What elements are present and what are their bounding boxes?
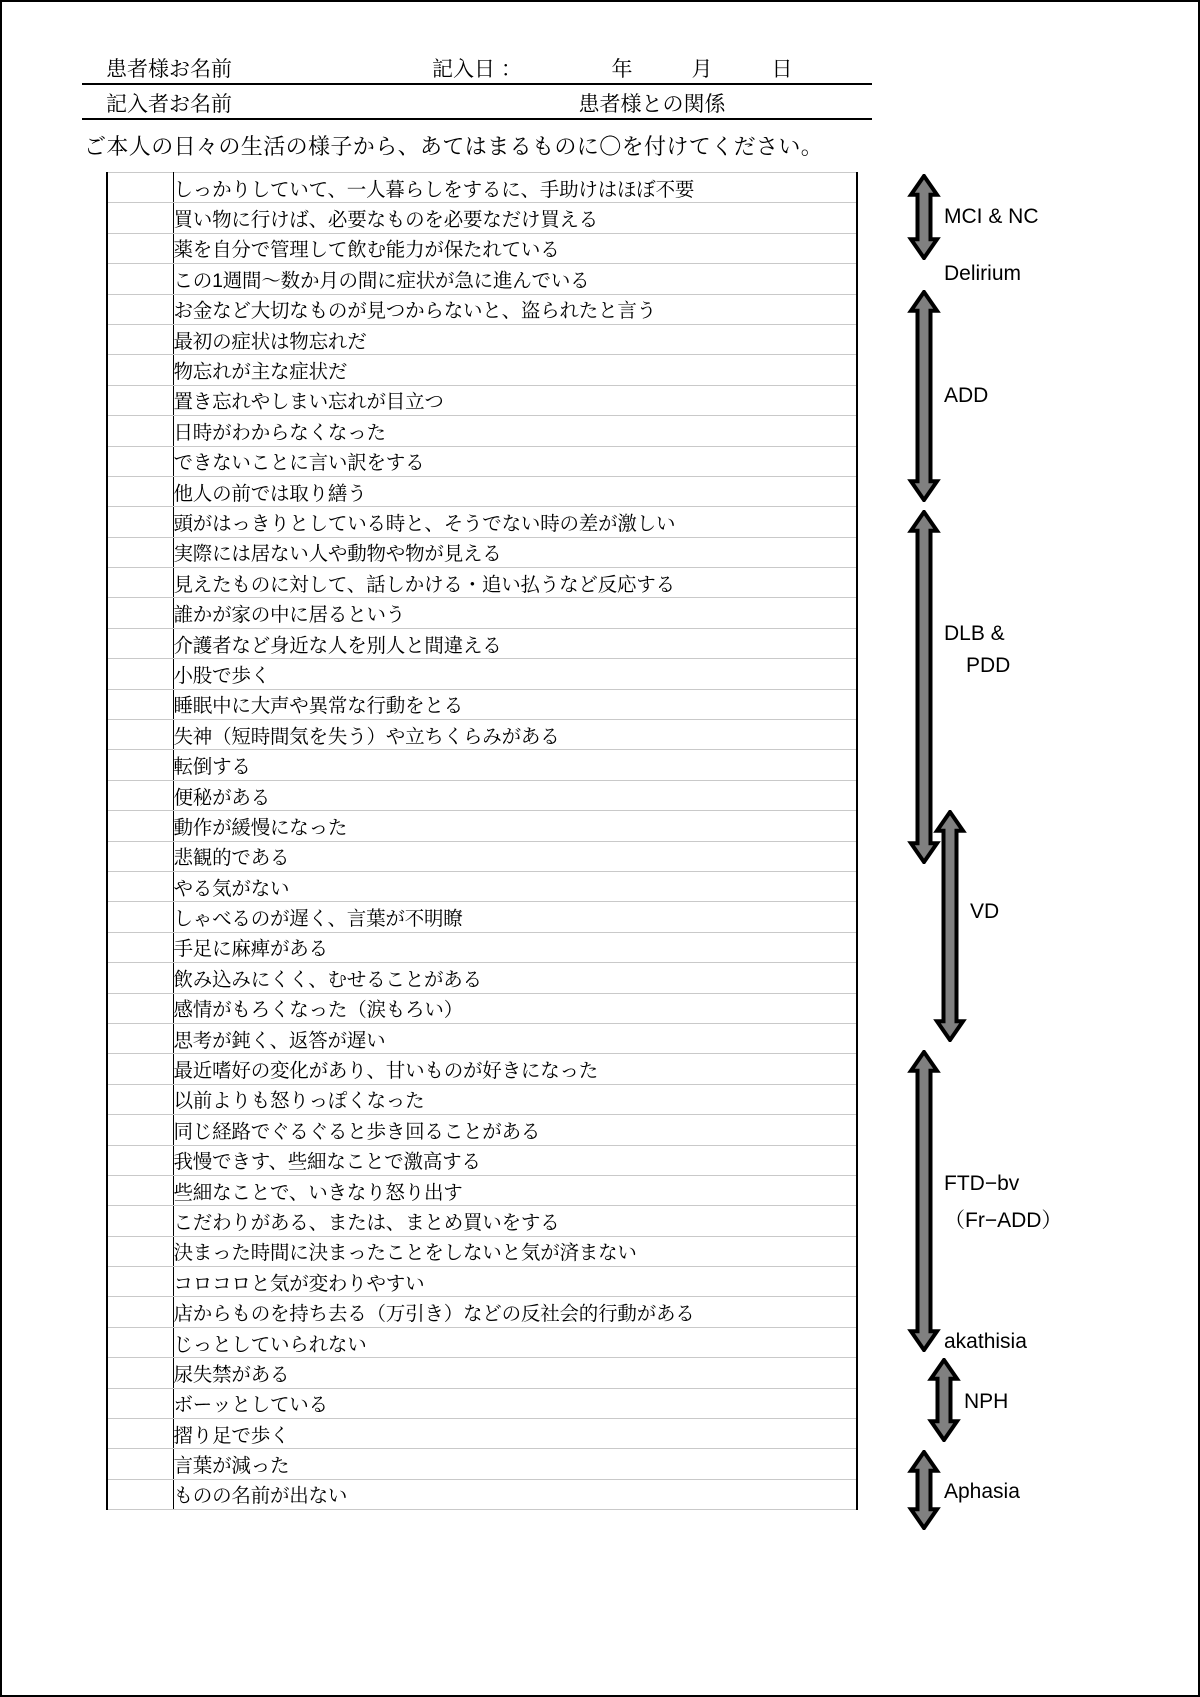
symptom-text: 感情がもろくなった（涙もろい） (173, 993, 857, 1023)
double-arrow-add (904, 290, 944, 507)
table-row (107, 1175, 857, 1205)
legend-label-add: ADD (944, 384, 989, 407)
legend-label-ftd-bv-line2: （Fr−ADD） (944, 1209, 1063, 1232)
form-header (82, 50, 872, 120)
symptom-text: 以前よりも怒りっぽくなった (173, 1084, 857, 1114)
checkbox-cell[interactable] (107, 1054, 173, 1084)
checkbox-cell[interactable] (107, 1206, 173, 1236)
checkbox-cell[interactable] (107, 355, 173, 385)
entry-date-label: 記入日 ： (432, 58, 522, 81)
checkbox-cell[interactable] (107, 1419, 173, 1449)
checkbox-cell[interactable] (107, 537, 173, 567)
checkbox-cell[interactable] (107, 1236, 173, 1266)
checkbox-cell[interactable] (107, 871, 173, 901)
symptom-text: 失神（短時間気を失う）や立ちくらみがある (173, 720, 857, 750)
double-arrow-nph (924, 1358, 964, 1447)
checkbox-cell[interactable] (107, 1267, 173, 1297)
table-row (107, 902, 857, 932)
symptom-text: じっとしていられない (173, 1327, 857, 1357)
checkbox-cell[interactable] (107, 963, 173, 993)
table-row (107, 963, 857, 993)
legend-label-aphasia: Aphasia (944, 1480, 1020, 1503)
table-row (107, 780, 857, 810)
checkbox-cell[interactable] (107, 233, 173, 263)
table-row (107, 659, 857, 689)
table-row (107, 1145, 857, 1175)
checkbox-cell[interactable] (107, 841, 173, 871)
symptom-text: ボーッとしている (173, 1388, 857, 1418)
symptom-text: 言葉が減った (173, 1449, 857, 1479)
symptom-text: 見えたものに対して、話しかける・追い払うなど反応する (173, 568, 857, 598)
symptom-text: 決まった時間に決まったことをしないと気が済まない (173, 1236, 857, 1266)
table-row (107, 416, 857, 446)
symptom-text: しっかりしていて、一人暮らしをするに、手助けはほぼ不要 (173, 173, 857, 203)
symptom-text: 最初の症状は物忘れだ (173, 324, 857, 354)
checkbox-cell[interactable] (107, 385, 173, 415)
symptom-text: 悲観的である (173, 841, 857, 871)
checkbox-cell[interactable] (107, 294, 173, 324)
symptom-text: 置き忘れやしまい忘れが目立つ (173, 385, 857, 415)
checkbox-cell[interactable] (107, 1115, 173, 1145)
symptom-text: 物忘れが主な症状だ (173, 355, 857, 385)
table-row (107, 324, 857, 354)
symptom-text: 同じ経路でぐるぐると歩き回ることがある (173, 1115, 857, 1145)
legend-label-vd: VD (970, 900, 1000, 923)
table-row (107, 537, 857, 567)
checkbox-cell[interactable] (107, 750, 173, 780)
month-label: 月 (691, 58, 713, 81)
header-row-patient (82, 50, 872, 85)
table-row (107, 1084, 857, 1114)
checkbox-cell[interactable] (107, 1145, 173, 1175)
table-row (107, 507, 857, 537)
table-row (107, 932, 857, 962)
symptom-text: 小股で歩く (173, 659, 857, 689)
table-row (107, 355, 857, 385)
header-row-writer (82, 85, 872, 120)
checkbox-cell[interactable] (107, 1327, 173, 1357)
symptom-text: 我慢できす、些細なことで激高する (173, 1145, 857, 1175)
table-row (107, 1023, 857, 1053)
symptom-text: 些細なことで、いきなり怒り出す (173, 1175, 857, 1205)
checkbox-cell[interactable] (107, 1084, 173, 1114)
table-row (107, 1297, 857, 1327)
legend-label-ftd-bv: FTD−bv (944, 1172, 1020, 1195)
checkbox-cell[interactable] (107, 507, 173, 537)
checkbox-cell[interactable] (107, 1358, 173, 1388)
legend-label-dlb-pdd: DLB & (944, 622, 1005, 645)
table-row (107, 628, 857, 658)
legend-label-mci-nc: MCI & NC (944, 205, 1039, 228)
year-label: 年 (611, 58, 633, 81)
legend-label-akathisia: akathisia (944, 1330, 1027, 1353)
symptom-text: 飲み込みにくく、むせることがある (173, 963, 857, 993)
checkbox-cell[interactable] (107, 1175, 173, 1205)
symptom-text: コロコロと気が変わりやすい (173, 1267, 857, 1297)
table-row (107, 1479, 857, 1509)
symptom-text: 摺り足で歩く (173, 1419, 857, 1449)
table-row (107, 233, 857, 263)
symptom-text: 介護者など身近な人を別人と間違える (173, 628, 857, 658)
symptom-text: 最近嗜好の変化があり、甘いものが好きになった (173, 1054, 857, 1084)
table-row (107, 568, 857, 598)
checkbox-cell[interactable] (107, 659, 173, 689)
table-row (107, 871, 857, 901)
symptom-text: できないことに言い訳をする (173, 446, 857, 476)
checkbox-cell[interactable] (107, 264, 173, 294)
checkbox-cell[interactable] (107, 324, 173, 354)
checkbox-cell[interactable] (107, 720, 173, 750)
symptom-text: 動作が緩慢になった (173, 811, 857, 841)
symptom-text: ものの名前が出ない (173, 1479, 857, 1509)
checkbox-cell[interactable] (107, 1388, 173, 1418)
symptom-text: 手足に麻痺がある (173, 932, 857, 962)
checkbox-cell[interactable] (107, 932, 173, 962)
table-row (107, 1236, 857, 1266)
checkbox-cell[interactable] (107, 689, 173, 719)
symptom-text: 思考が鈍く、返答が遅い (173, 1023, 857, 1053)
symptom-text: 日時がわからなくなった (173, 416, 857, 446)
table-row (107, 446, 857, 476)
symptom-text: 薬を自分で管理して飲む能力が保たれている (173, 233, 857, 263)
day-label: 日 (771, 58, 793, 81)
double-arrow-vd (930, 810, 970, 1047)
checkbox-cell[interactable] (107, 628, 173, 658)
checkbox-cell[interactable] (107, 173, 173, 203)
table-row (107, 598, 857, 628)
symptom-text: 睡眠中に大声や異常な行動をとる (173, 689, 857, 719)
table-row (107, 1358, 857, 1388)
symptom-text: この1週間〜数か月の間に症状が急に進んでいる (173, 264, 857, 294)
symptom-text: 転倒する (173, 750, 857, 780)
table-row (107, 476, 857, 506)
table-row (107, 841, 857, 871)
symptom-text: 他人の前では取り繕う (173, 476, 857, 506)
table-row (107, 1449, 857, 1479)
table-row (107, 173, 857, 203)
checkbox-cell[interactable] (107, 568, 173, 598)
legend-label-dlb-pdd-line2: PDD (966, 654, 1011, 677)
symptom-text: 誰かが家の中に居るという (173, 598, 857, 628)
legend-label-delirium: Delirium (944, 262, 1022, 285)
symptom-text: 店からものを持ち去る（万引き）などの反社会的行動がある (173, 1297, 857, 1327)
double-arrow-mci-nc (904, 174, 944, 265)
table-row (107, 811, 857, 841)
checkbox-cell[interactable] (107, 902, 173, 932)
symptom-text: 買い物に行けば、必要なものを必要なだけ買える (173, 203, 857, 233)
checkbox-cell[interactable] (107, 993, 173, 1023)
instruction-text: ご本人の日々の生活の様子から、あてはまるものに〇を付けてください。 (84, 134, 824, 159)
writer-name-label: 記入者お名前 (106, 93, 232, 116)
symptom-text: 実際には居ない人や動物や物が見える (173, 537, 857, 567)
table-row (107, 264, 857, 294)
checkbox-cell[interactable] (107, 780, 173, 810)
table-row (107, 203, 857, 233)
table-row (107, 720, 857, 750)
symptom-checklist-table (106, 172, 858, 1510)
table-row (107, 1327, 857, 1357)
patient-name-label: 患者様お名前 (106, 58, 232, 81)
checkbox-cell[interactable] (107, 598, 173, 628)
checkbox-cell[interactable] (107, 1023, 173, 1053)
checkbox-cell[interactable] (107, 446, 173, 476)
table-row (107, 1054, 857, 1084)
symptom-text: お金など大切なものが見つからないと、盗られたと言う (173, 294, 857, 324)
symptom-text: 便秘がある (173, 780, 857, 810)
checklist-body (107, 173, 857, 1510)
table-row (107, 1388, 857, 1418)
checkbox-cell[interactable] (107, 203, 173, 233)
checkbox-cell[interactable] (107, 476, 173, 506)
symptom-text: こだわりがある、または、まとめ買いをする (173, 1206, 857, 1236)
symptom-text: 頭がはっきりとしている時と、そうでない時の差が激しい (173, 507, 857, 537)
relationship-label: 患者様との関係 (578, 93, 726, 116)
symptom-text: しゃべるのが遅く、言葉が不明瞭 (173, 902, 857, 932)
checkbox-cell[interactable] (107, 1479, 173, 1509)
double-arrow-ftd-bv (904, 1050, 944, 1357)
table-row (107, 689, 857, 719)
table-row (107, 1115, 857, 1145)
symptom-text: やる気がない (173, 871, 857, 901)
table-row (107, 1419, 857, 1449)
table-row (107, 750, 857, 780)
table-row (107, 1206, 857, 1236)
checkbox-cell[interactable] (107, 1297, 173, 1327)
legend-label-nph: NPH (964, 1390, 1009, 1413)
table-row (107, 294, 857, 324)
checkbox-cell[interactable] (107, 811, 173, 841)
checkbox-cell[interactable] (107, 1449, 173, 1479)
table-row (107, 1267, 857, 1297)
double-arrow-aphasia (904, 1450, 944, 1535)
symptom-text: 尿失禁がある (173, 1358, 857, 1388)
checkbox-cell[interactable] (107, 416, 173, 446)
category-legend (862, 162, 1200, 1562)
table-row (107, 385, 857, 415)
table-row (107, 993, 857, 1023)
